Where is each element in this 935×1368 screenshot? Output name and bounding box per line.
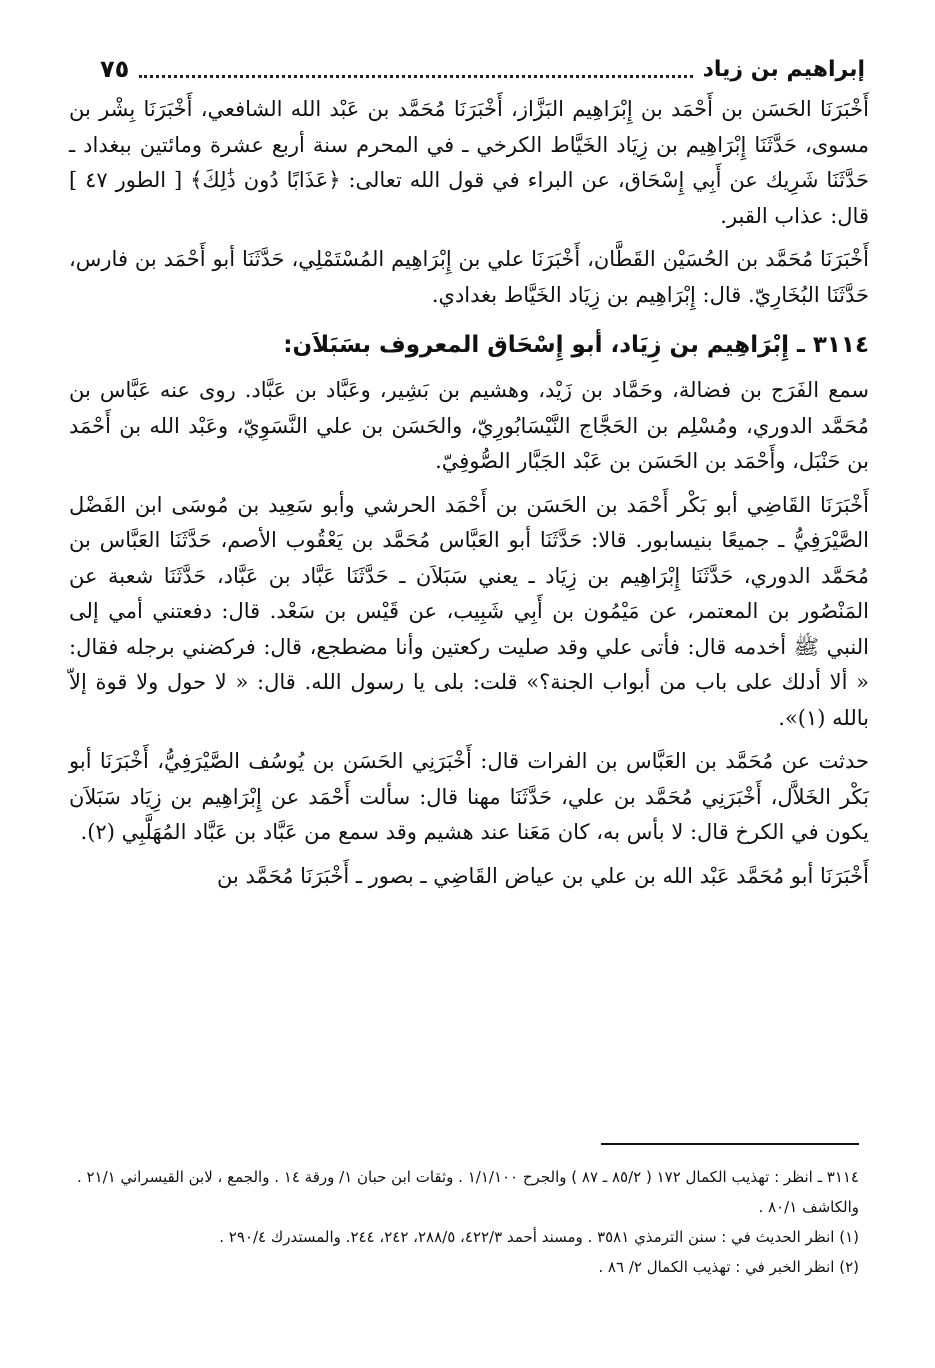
- paragraph: أَخْبَرَنَا القَاضِي أبو بَكْر أَحْمَد بن الحَسَن بن أَحْمَد الحرشي وأبو سَعِيد بن مُوسَى ابن الفَضْل الصَّيْرَفِيُّ ـ جميعًا بنيسابور. قالا: حَدَّثَنَا أبو العَبَّاس مُحَمَّد بن يَعْقُوب الأصم، حَدَّثَنَا العَبَّاس بن مُحَمَّد الدوري، حَدَّثَنَا إِبْرَاهِيم بن زِيَاد ـ يعني سَبَلاَن ـ حَدَّثَنَا عَبَّاد بن عَبَّاد، حَدَّثَنَا شعبة عن المَنْصُور بن المعتمر، عن مَيْمُون بن أَبِي شَبِيب، عن قَيْس بن سَعْد. قال: دفعتني أمي إلى النبي ﷺ أخدمه قال: فأتى علي وقد صليت ركعتين وأنا مضطجع، قال: فركضني برجله فقال: « ألا أدلك على باب من أبواب الجنة؟» قلت: بلى يا رسول الله. قال: « لا حول ولا قوة إلاّ بالله (١)».: [69, 492, 869, 730]
- running-header: [100, 52, 865, 86]
- paragraph: أَخْبَرَنَا أبو مُحَمَّد عَبْد الله بن علي بن عياض القَاضِي ـ بصور ـ أَخْبَرَنَا مُحَمَّد بن: [217, 863, 869, 888]
- running-title: إبراهيم بن زياد: [702, 56, 865, 82]
- paragraph: أَخْبَرَنَا مُحَمَّد بن الحُسَيْن القَطَّان، أَخْبَرَنَا علي بن إِبْرَاهِيم المُسْتَمْلِي، حَدَّثَنَا أبو أَحْمَد بن فارس، حَدَّثَنَا البُخَارِيّ. قال: إِبْرَاهِيم بن زِيَاد الخَيَّاط بغدادي.: [69, 247, 869, 307]
- paragraph: أَخْبَرَنَا الحَسَن بن أَحْمَد بن إِبْرَاهِيم البَزَّاز، أَخْبَرَنَا مُحَمَّد بن عَبْد الله الشافعي، أَخْبَرَنَا بِشْر بن مسوى، حَدَّثَنَا إِبْرَاهِيم بن زِيَاد الخَيَّاط الكرخي ـ في المحرم سنة أربع عشرة ومائتين ببغداد ـ حَدَّثَنَا شَرِيك عن أَبِي إِسْحَاق، عن البراء في قول الله تعالى: ﴿عَذَابًا دُون ذَٰلِكَ﴾ [ الطور ٤٧ ] قال: عذاب القبر.: [69, 97, 869, 228]
- paragraph: حدثت عن مُحَمَّد بن العَبَّاس بن الفرات قال: أَخْبَرَنِي الحَسَن بن يُوسُف الصَّيْرَفِيُّ، أَخْبَرَنَا أبو بَكْر الخَلاَّل، أَخْبَرَنِي مُحَمَّد بن علي، حَدَّثَنَا مهنا قال: سألت أَحْمَد عن إِبْرَاهِيم بن زِيَاد سَبَلاَن يكون في الكرخ قال: لا بأس به، كان مَعَنا عند هشيم وقد سمع من عَبَّاد بن عَبَّاد المُهَلَّبِي (٢).: [69, 749, 869, 844]
- footnote-separator: [601, 1143, 859, 1145]
- main-text: [69, 92, 869, 902]
- footnote: ٣١١٤ ـ انظر : تهذيب الكمال ١٧٢ ( ٨٥/٢ ـ ٨٧ ) والجرح ١/١/١٠٠ . وثقات ابن حبان ١/ ورقة ١٤ . والجمع ، لابن القيسراني ٢١/١ . والكاشف ٨٠/١ .: [76, 1168, 859, 1216]
- leader-dots: [139, 61, 692, 78]
- page-number: ٧٥: [100, 55, 130, 83]
- footnotes: [69, 1162, 859, 1282]
- entry-heading: ٣١١٤ ـ إِبْرَاهِيم بن زِيَاد، أبو إِسْحَاق المعروف بسَبَلاَن:: [283, 332, 869, 358]
- footnote: (١) انظر الحديث في : سنن الترمذي ٣٥٨١ . ومسند أحمد ٤٢٢/٣، ٢٨٨/٥، ٢٤٢، ٢٤٤. والمستدرك ٢٩٠/٤ .: [219, 1228, 859, 1246]
- paragraph: سمع الفَرَج بن فضالة، وحَمَّاد بن زَيْد، وهشيم بن بَشِير، وعَبَّاد بن عَبَّاد. روى عنه عَبَّاس بن مُحَمَّد الدوري، ومُسْلِم بن الحَجَّاج النَّيْسَابُورِيّ، والحَسَن بن علي النَّسَوِيّ، وعَبْد الله بن أَحْمَد بن حَنْبَل، وأَحْمَد بن الحَسَن بن عَبْد الجَبَّار الصُّوفِيّ.: [69, 378, 869, 473]
- footnote: (٢) انظر الخبر في : تهذيب الكمال ٢/ ٨٦ .: [598, 1258, 859, 1276]
